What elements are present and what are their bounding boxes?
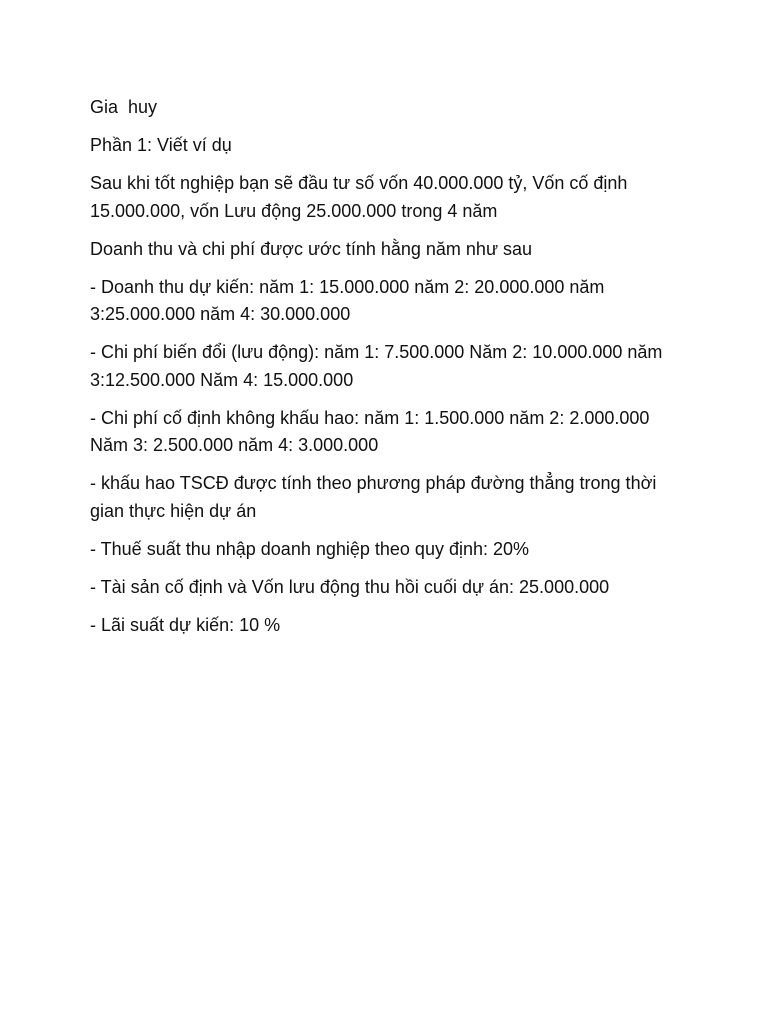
list-item-interest-rate: - Lãi suất dự kiến: 10 % [90,614,281,635]
author-line: Gia huy [90,97,158,117]
list-item-tax-rate: - Thuế suất thu nhập doanh nghiệp theo quy định: 20% [90,538,530,559]
document-page [90,94,690,650]
list-item-salvage: - Tài sản cố định và Vốn lưu động thu hồi cuối dự án: 25.000.000 [90,576,610,597]
lead-paragraph: Doanh thu và chi phí được ước tính hằng năm như sau [90,238,533,259]
section-title: Phần 1: Viết ví dụ [90,135,232,155]
intro-paragraph: Sau khi tốt nghiệp bạn sẽ đầu tư số vốn 40.000.000 tỷ, Vốn cố định 15.000.000, vốn Lưu động 25.000.000 trong 4 năm [90,173,628,221]
list-item-variable-cost: - Chi phí biến đổi (lưu động): năm 1: 7.500.000 Năm 2: 10.000.000 năm 3:12.500.000 Năm 4: 15.000.000 [90,342,663,390]
list-item-fixed-cost: - Chi phí cố định không khấu hao: năm 1: 1.500.000 năm 2: 2.000.000 Năm 3: 2.500.000 năm 4: 3.000.000 [90,407,650,455]
list-item-depreciation: - khấu hao TSCĐ được tính theo phương pháp đường thẳng trong thời gian thực hiện dự án [90,473,657,521]
list-item-revenue: - Doanh thu dự kiến: năm 1: 15.000.000 năm 2: 20.000.000 năm 3:25.000.000 năm 4: 30.000.000 [90,276,605,324]
